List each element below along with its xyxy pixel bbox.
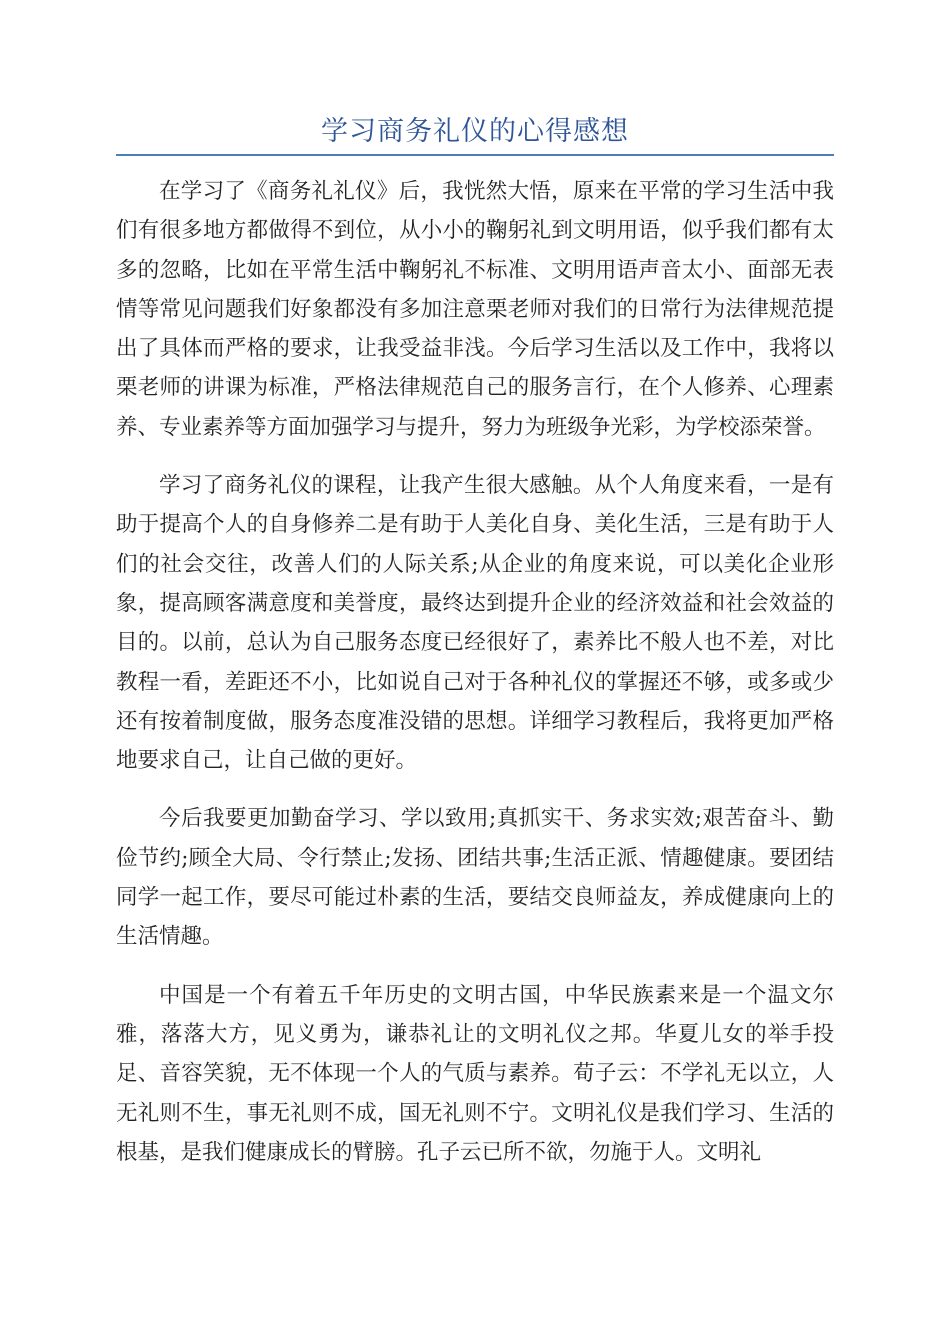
paragraph-4: 中国是一个有着五千年历史的文明古国，中华民族素来是一个温文尔雅，落落大方，见义勇为，谦恭礼让的文明礼仪之邦。华夏儿女的举手投足、音容笑貌，无不体现一个人的气质与素养。荀子云：不学礼无以立，人无礼则不生，事无礼则不成，国无礼则不宁。文明礼仪是我们学习、生活的根基，是我们健康成长的臂膀。孔子云已所不欲，勿施于人。文明礼	[116, 982, 834, 1165]
document-body	[116, 172, 834, 1191]
document-title: 学习商务礼仪的心得感想	[321, 116, 629, 147]
paragraph-2: 学习了商务礼仪的课程，让我产生很大感触。从个人角度来看，一是有助于提高个人的自身修养二是有助于人美化自身、美化生活，三是有助于人们的社会交往，改善人们的人际关系;从企业的角度来说，可以美化企业形象，提高顾客满意度和美誉度，最终达到提升企业的经济效益和社会效益的目的。以前，总认为自己服务态度已经很好了，素养比不般人也不差，对比教程一看，差距还不小，比如说自己对于各种礼仪的掌握还不够，或多或少还有按着制度做，服务态度准没错的思想。详细学习教程后，我将更加严格地要求自己，让自己做的更好。	[116, 473, 834, 774]
paragraph-1: 在学习了《商务礼礼仪》后，我恍然大悟，原来在平常的学习生活中我们有很多地方都做得不到位，从小小的鞠躬礼到文明用语，似乎我们都有太多的忽略，比如在平常生活中鞠躬礼不标准、文明用语声音太小、面部无表情等常见问题我们好象都没有多加注意栗老师对我们的日常行为法律规范提出了具体而严格的要求，让我受益非浅。今后学习生活以及工作中，我将以栗老师的讲课为标准，严格法律规范自己的服务言行，在个人修养、心理素养、专业素养等方面加强学习与提升，努力为班级争光彩，为学校添荣誉。	[116, 179, 834, 440]
title-underline	[116, 154, 834, 156]
paragraph-3: 今后我要更加勤奋学习、学以致用;真抓实干、务求实效;艰苦奋斗、勤俭节约;顾全大局、令行禁止;发扬、团结共事;生活正派、情趣健康。要团结同学一起工作，要尽可能过朴素的生活，要结交良师益友，养成健康向上的生活情趣。	[116, 806, 834, 950]
